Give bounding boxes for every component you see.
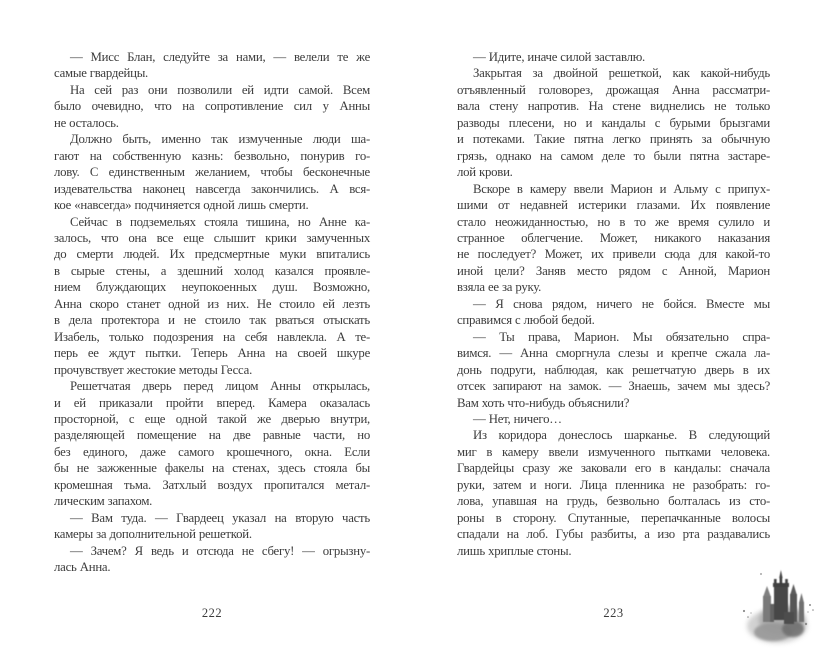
text-line: стало неожиданностью, но в то же время сулило и — [457, 214, 770, 229]
text-line: было очевидно, что на сопротивление сил у Анны — [54, 99, 370, 114]
text-line: Решетчатая дверь перед лицом Анны открылась, — [70, 379, 370, 394]
text-line: Сейчас в подземельях стояла тишина, но Анне ка- — [70, 214, 370, 229]
text-line: — Мисс Блан, следуйте за нами, — велели те же — [70, 50, 370, 64]
text-line: в сырые стены, а здешний холод казался проявле- — [54, 263, 370, 278]
castle-watercolor-illustration — [740, 566, 818, 652]
text-line: Закрытая за двойной решеткой, как какой-нибудь — [473, 66, 770, 81]
text-line: иной цели? Заняв место рядом с Анной, Марион — [457, 263, 770, 278]
text-line: не последует? Может, их привели сюда для какой-то — [457, 247, 770, 262]
text-line: самые гвардейцы. — [54, 66, 149, 81]
paragraph — [457, 411, 770, 427]
text-line: лическим запахом. — [54, 494, 153, 509]
text-line: шими от недавней истерики глазами. Их появление — [457, 198, 770, 213]
text-line: Вскоре в камеру ввели Марион и Альму с припух- — [473, 181, 770, 196]
text-line: Изабель, только подозрения на себя навлекла. А те- — [54, 329, 370, 344]
paragraph — [457, 65, 770, 180]
text-line: прочувствует жестокие методы Гесса. — [54, 362, 253, 377]
text-line: до смерти людей. Их предсмертные муки впитались — [54, 247, 370, 262]
text-line: Гвардейцы сразу же заковали его в кандалы: сначала — [457, 461, 770, 476]
paragraph — [54, 378, 370, 510]
paragraph — [457, 49, 770, 65]
text-line: — Ты права, Марион. Мы обязательно спра- — [473, 329, 770, 344]
text-line: — Вам туда. — Гвардеец указал на вторую часть — [70, 510, 370, 525]
text-line: нием блуждающих неупокоенных душ. Возможно, — [54, 280, 370, 295]
castle-icon — [740, 566, 818, 652]
text-line: и потеками. Такие пятна легко принять за обычную — [457, 132, 770, 147]
text-line: Из коридора донеслось шарканье. В следующий — [473, 428, 770, 443]
text-line: — Зачем? Я ведь и отсюда не сбегу! — огрызну- — [70, 543, 370, 558]
text-line: Анна скоро станет одной из них. Не стоило ей лезть — [54, 296, 370, 311]
text-line: лой крови. — [457, 165, 513, 180]
text-line: без единого, даже самого крошечного, окна. Если — [54, 444, 370, 459]
text-line: лась Анна. — [54, 560, 111, 575]
text-line: отъявленный головорез, дрожащая Анна рассматри- — [457, 82, 770, 97]
text-line: — Я снова рядом, ничего не бойся. Вместе мы — [473, 296, 770, 311]
text-line: Вам хоть что-нибудь объяснили? — [457, 395, 630, 410]
text-line: залось, что она все еще слышит крики замученных — [54, 230, 370, 245]
text-line: На сей раз они позволили ей идти самой. Всем — [70, 82, 370, 97]
text-line: кромешная тьма. Затхлый воздух пропитался метал- — [54, 477, 370, 492]
paragraph — [54, 510, 370, 543]
text-line: миг в камеру ввели измученного пытками человека. — [457, 444, 770, 459]
text-line: отсек запирают на замок. — Знаешь, зачем мы здесь? — [457, 379, 770, 394]
paragraph — [54, 543, 370, 576]
page-right-text — [457, 49, 770, 559]
text-line: вимся. — Анна сморгнула слезы и крепче сжала ла- — [457, 346, 770, 361]
paragraph — [457, 181, 770, 296]
paragraph — [457, 427, 770, 559]
text-line: перь ее ждут пытки. Теперь Анна на своей шкуре — [54, 346, 370, 361]
page-left-text — [54, 49, 370, 576]
text-line: Должно быть, именно так измученные люди ша- — [70, 132, 370, 147]
page-number-left: 222 — [201, 606, 223, 620]
paragraph — [457, 329, 770, 411]
text-line: разделяющей помещение на две равные части, но — [54, 428, 370, 443]
paragraph — [54, 82, 370, 131]
text-line: — Идите, иначе силой заставлю. — [473, 50, 645, 64]
text-line: просторной, с еще одной такой же дверью внутри, — [54, 411, 370, 426]
paragraph — [54, 49, 370, 82]
text-line: камеры за дополнительной решеткой. — [54, 527, 252, 542]
text-line: лову. С единственным желанием, чтобы бесконечные — [54, 165, 370, 180]
text-line: бы не зажженные факелы на стенах, здесь стояла бы — [54, 461, 370, 476]
text-line: справимся с любой бедой. — [457, 313, 595, 328]
text-line: взяла ее за руку. — [457, 280, 542, 295]
text-line: — Нет, ничего… — [473, 411, 562, 426]
text-line: странное облегчение. Может, никакого наказания — [457, 230, 770, 245]
text-line: грязь, однако на самом деле то были пятна застаре- — [457, 148, 770, 163]
page-number-right: 223 — [603, 606, 624, 620]
text-line: и ей приказали пройти вперед. Камера оказалась — [54, 395, 370, 410]
text-line: гают на собственную казнь: безвольно, понурив го- — [54, 148, 370, 163]
text-line: вала стену напротив. На стене виднелись не только — [457, 99, 770, 114]
text-line: лишь хриплые стоны. — [457, 543, 572, 558]
text-line: роны в сторону. Спутанные, перепачканные волосы — [457, 510, 770, 525]
paragraph — [54, 131, 370, 213]
text-line: спадали на лоб. Губы разбиты, а изо рта раздавались — [457, 527, 770, 542]
paragraph — [457, 296, 770, 329]
text-line: не осталось. — [54, 115, 119, 130]
text-line: лова, упавшая на грудь, безвольно болталась из сто- — [457, 494, 770, 509]
text-line: кое «навсегда» подчиняется одной лишь смерти. — [54, 198, 309, 213]
text-line: издевательства наконец навсегда закончились. А вся- — [54, 181, 370, 196]
text-line: разводы плесени, но и кандалы с бурыми брызгами — [457, 115, 770, 130]
text-line: донь подруги, наблюдая, как решетчатую дверь в их — [457, 362, 770, 377]
paragraph — [54, 214, 370, 379]
text-line: в дела протектора и не стоило так рваться отыскать — [54, 313, 370, 328]
text-line: руки, затем и ноги. Лица пленника не разобрать: го- — [457, 477, 770, 492]
